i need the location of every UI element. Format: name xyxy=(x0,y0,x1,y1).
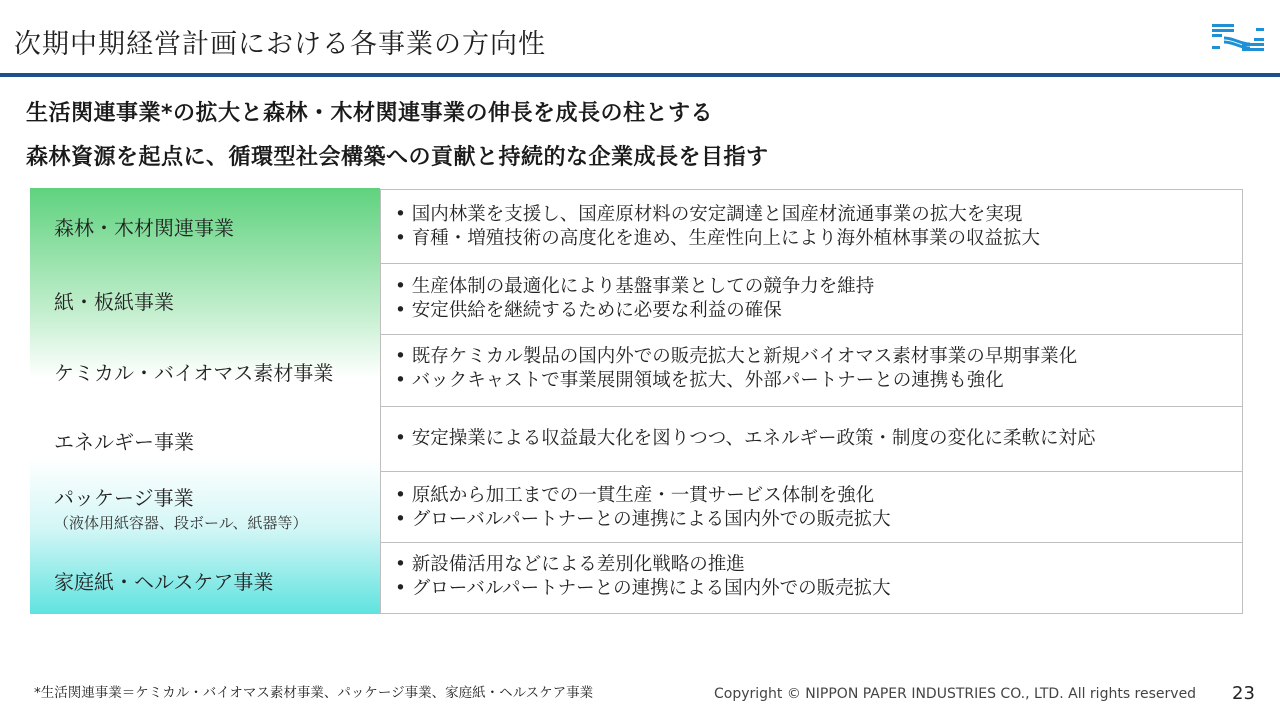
company-logo-icon xyxy=(1210,18,1266,62)
page-number: 23 xyxy=(1232,683,1255,704)
category-forest-wood: 森林・木材関連事業 xyxy=(54,216,234,240)
direction-point: • 生産体制の最適化により基盤事業としての競争力を維持 xyxy=(395,275,1232,299)
direction-point: • 新設備活用などによる差別化戦略の推進 xyxy=(395,553,1232,577)
headline-sustainable-growth: 森林資源を起点に、循環型社会構築への貢献と持続的な企業成長を目指す xyxy=(26,145,769,170)
direction-box-package xyxy=(380,471,1243,543)
page-title: 次期中期経営計画における各事業の方向性 xyxy=(14,29,546,60)
footnote: *生活関連事業＝ケミカル・バイオマス素材事業、パッケージ事業、家庭紙・ヘルスケア事業 xyxy=(34,685,594,701)
category-chemical-biomass: ケミカル・バイオマス素材事業 xyxy=(54,361,334,385)
business-category-column xyxy=(30,188,380,614)
direction-box-energy xyxy=(380,406,1243,472)
direction-point: • 原紙から加工までの一貫生産・一貫サービス体制を強化 xyxy=(395,484,1232,508)
copyright: Copyright © NIPPON PAPER INDUSTRIES CO., LTD. All rights reserved xyxy=(714,686,1197,702)
direction-point: • グローバルパートナーとの連携による国内外での販売拡大 xyxy=(395,577,1232,601)
direction-point: • 既存ケミカル製品の国内外での販売拡大と新規バイオマス素材事業の早期事業化 xyxy=(395,345,1232,369)
category-package-detail: （液体用紙容器、段ボール、紙器等） xyxy=(54,514,308,532)
direction-box-household-healthcare xyxy=(380,542,1243,614)
direction-point: • 育種・増殖技術の高度化を進め、生産性向上により海外植林事業の収益拡大 xyxy=(395,227,1232,251)
category-package: パッケージ事業 xyxy=(54,486,194,510)
direction-point: • グローバルパートナーとの連携による国内外での販売拡大 xyxy=(395,508,1232,532)
headline-growth-pillars: 生活関連事業*の拡大と森林・木材関連事業の伸長を成長の柱とする xyxy=(26,101,714,126)
category-energy: エネルギー事業 xyxy=(54,430,194,454)
direction-box-forest-wood xyxy=(380,189,1243,264)
direction-point: • 国内林業を支援し、国産原材料の安定調達と国産材流通事業の拡大を実現 xyxy=(395,203,1232,227)
direction-point: • 安定供給を継続するために必要な利益の確保 xyxy=(395,299,1232,323)
category-paper-board: 紙・板紙事業 xyxy=(54,290,174,314)
category-household-healthcare: 家庭紙・ヘルスケア事業 xyxy=(54,570,274,594)
direction-point: • 安定操業による収益最大化を図りつつ、エネルギー政策・制度の変化に柔軟に対応 xyxy=(395,427,1232,451)
direction-box-chemical-biomass xyxy=(380,334,1243,407)
direction-point: • バックキャストで事業展開領域を拡大、外部パートナーとの連携も強化 xyxy=(395,369,1232,393)
direction-box-paper-board xyxy=(380,263,1243,335)
title-divider xyxy=(0,73,1280,77)
